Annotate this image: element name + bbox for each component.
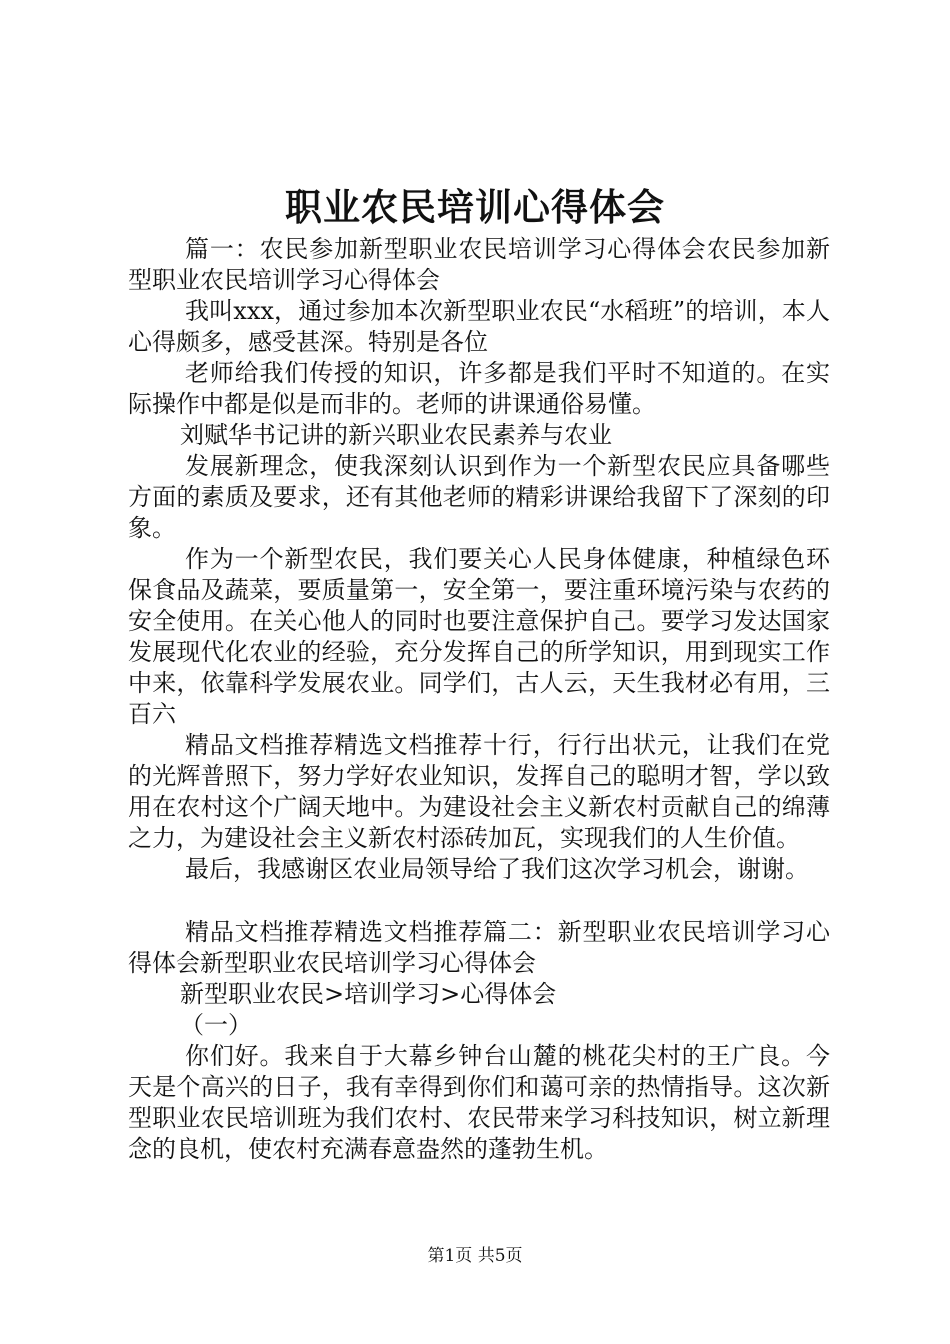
paragraph: 精品文档推荐精选文档推荐十行，行行出状元，让我们在党的光辉普照下，努力学好农业知识，发挥自己的聪明才智，学以致用在农村这个广阔天地中。为建设社会主义新农村贡献自己的绵薄之力，为建设社会主义新农村添砖加瓦，实现我们的人生价值。: [128, 731, 830, 852]
page-number: 第1页 共5页: [427, 1246, 523, 1266]
paragraph: 我叫xxx，通过参加本次新型职业农民“水稻班”的培训，本人心得颇多，感受甚深。特别是各位: [128, 297, 830, 356]
document-body: [128, 234, 830, 1165]
paragraph: 新型职业农民>培训学习>心得体会: [180, 980, 557, 1008]
paragraph: 刘赋华书记讲的新兴职业农民素养与农业: [180, 421, 612, 449]
paragraph: 作为一个新型农民，我们要关心人民身体健康，种植绿色环保食品及蔬菜，要质量第一，安全第一，要注重环境污染与农药的安全使用。在关心他人的同时也要注意保护自己。要学习发达国家发展现代化农业的经验，充分发挥自己的所学知识，用到现实工作中来，依靠科学发展农业。同学们，古人云，天生我材必有用，三百六: [128, 545, 830, 728]
paragraph: 精品文档推荐精选文档推荐篇二：新型职业农民培训学习心得体会新型职业农民培训学习心得体会: [128, 918, 830, 977]
paragraph: 你们好。我来自于大幕乡钟台山麓的桃花尖村的王广良。今天是个高兴的日子，我有幸得到你们和蔼可亲的热情指导。这次新型职业农民培训班为我们农村、农民带来学习科技知识，树立新理念的良机，使农村充满春意盎然的蓬勃生机。: [128, 1042, 830, 1163]
paragraph: 最后，我感谢区农业局领导给了我们这次学习机会，谢谢。: [185, 855, 809, 883]
paragraph-gap: [128, 885, 830, 917]
document-title: 职业农民培训心得体会: [285, 185, 665, 229]
paragraph: 发展新理念，使我深刻认识到作为一个新型农民应具备哪些方面的素质及要求，还有其他老师的精彩讲课给我留下了深刻的印象。: [128, 452, 830, 542]
paragraph: （一）: [180, 1011, 252, 1039]
paragraph: 篇一：农民参加新型职业农民培训学习心得体会农民参加新型职业农民培训学习心得体会: [128, 235, 830, 294]
paragraph: 老师给我们传授的知识，许多都是我们平时不知道的。在实际操作中都是似是而非的。老师的讲课通俗易懂。: [128, 359, 830, 418]
